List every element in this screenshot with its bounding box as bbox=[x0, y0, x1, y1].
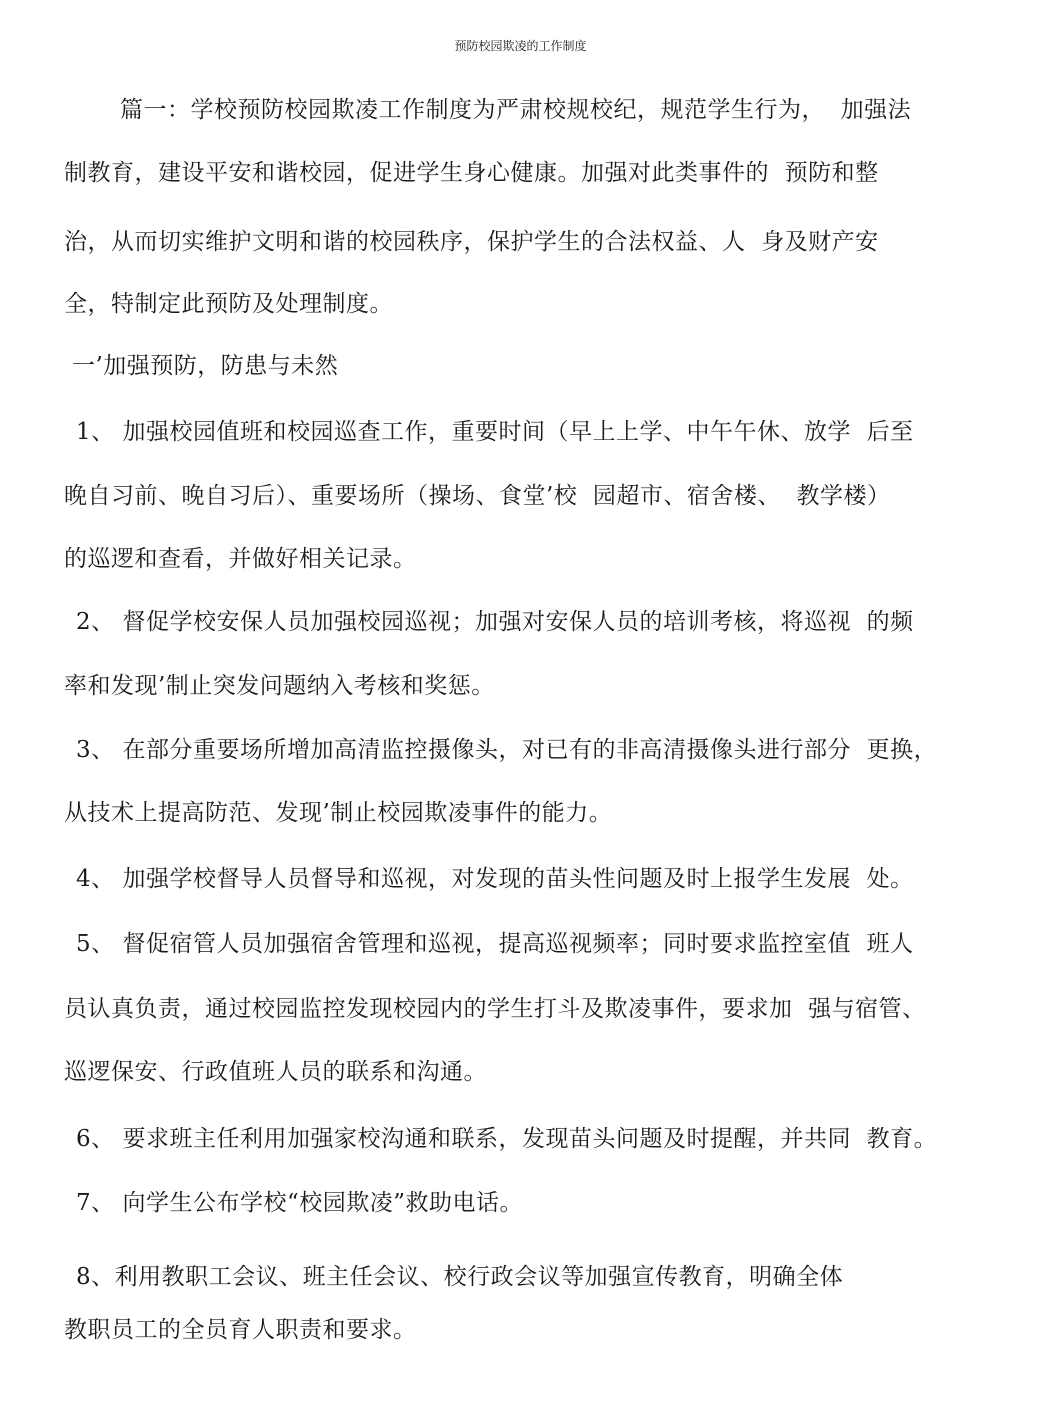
paragraph-line: 全，特制定此预防及处理制度。 bbox=[64, 291, 393, 317]
list-item-line: 4、 加强学校督导人员督导和巡视，对发现的苗头性问题及时上报学生发展 处。 bbox=[76, 866, 914, 892]
paragraph-line: 制教育，建设平安和谐校园，促进学生身心健康。加强对此类事件的 预防和整 bbox=[64, 160, 879, 186]
document-title: 预防校园欺凌的工作制度 bbox=[454, 39, 587, 53]
list-item-line: 从技术上提高防范、发现’制止校园欺凌事件的能力。 bbox=[64, 800, 613, 826]
list-item-line: 巡逻保安、行政值班人员的联系和沟通。 bbox=[64, 1059, 487, 1085]
list-item-line: 7、 向学生公布学校“校园欺凌”救助电话。 bbox=[76, 1190, 523, 1216]
list-item-line: 教职员工的全员育人职责和要求。 bbox=[64, 1317, 417, 1343]
list-item-line: 1、 加强校园值班和校园巡查工作，重要时间（早上上学、中午午休、放学 后至 bbox=[76, 419, 914, 445]
list-item-line: 晚自习前、晚自习后）、重要场所（操场、食堂’校 园超市、宿舍楼、 教学楼） bbox=[64, 483, 891, 509]
list-item-line: 6、 要求班主任利用加强家校沟通和联系，发现苗头问题及时提醒，并共同 教育。 bbox=[76, 1126, 938, 1152]
list-item-line: 的巡逻和查看，并做好相关记录。 bbox=[64, 546, 417, 572]
list-item-line: 员认真负责，通过校园监控发现校园内的学生打斗及欺凌事件，要求加 强与宿管、 bbox=[64, 996, 926, 1022]
list-item-line: 8、利用教职工会议、班主任会议、校行政会议等加强宣传教育，明确全体 bbox=[76, 1264, 844, 1290]
paragraph-line: 篇一：学校预防校园欺凌工作制度为严肃校规校纪，规范学生行为， 加强法 bbox=[120, 97, 912, 123]
list-item-line: 5、 督促宿管人员加强宿舍管理和巡视，提高巡视频率；同时要求监控室值 班人 bbox=[76, 931, 914, 957]
list-item-line: 2、 督促学校安保人员加强校园巡视；加强对安保人员的培训考核，将巡视 的频 bbox=[76, 609, 914, 635]
list-item-line: 率和发现’制止突发问题纳入考核和奖惩。 bbox=[64, 673, 495, 699]
paragraph-line: 治，从而切实维护文明和谐的校园秩序，保护学生的合法权益、人 身及财产安 bbox=[64, 229, 879, 255]
section-heading: 一’加强预防，防患与未然 bbox=[72, 353, 339, 379]
list-item-line: 3、 在部分重要场所增加高清监控摄像头，对已有的非高清摄像头进行部分 更换， bbox=[76, 737, 938, 763]
